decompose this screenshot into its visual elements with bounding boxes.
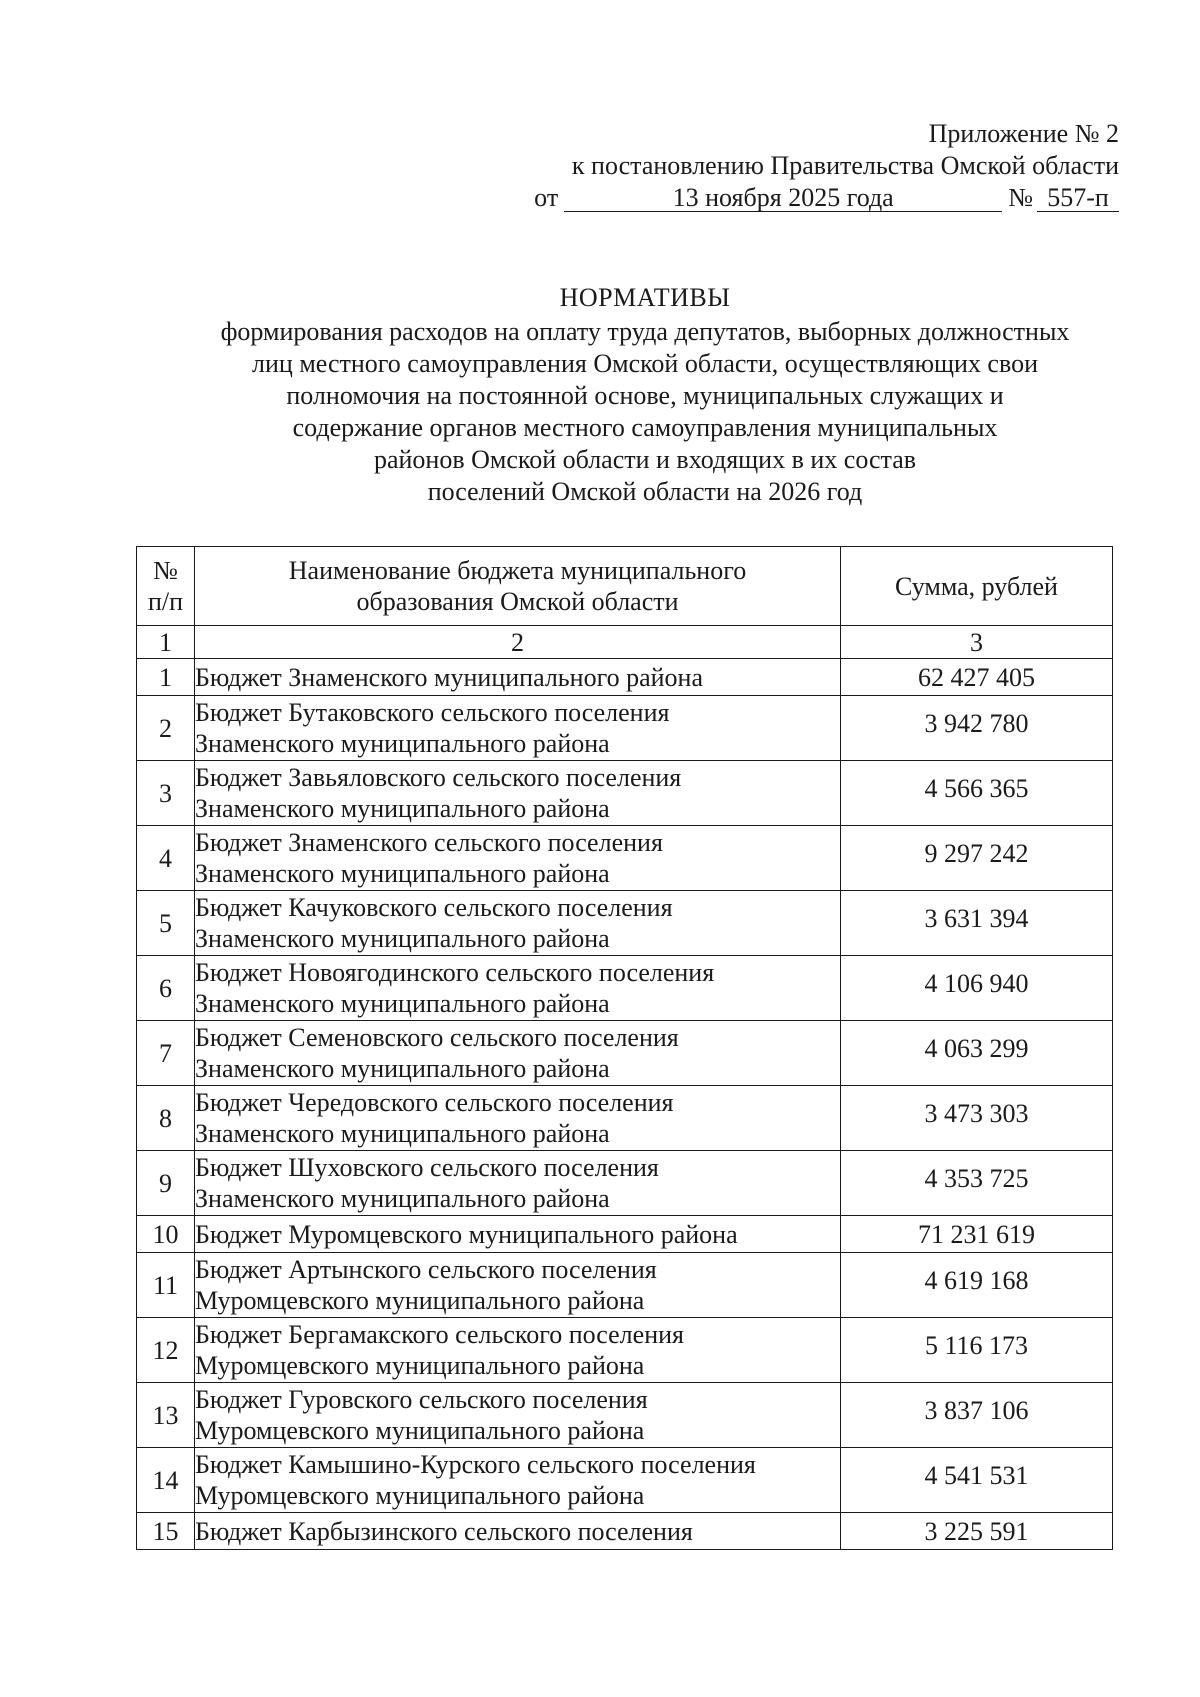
budget-amount <box>841 696 1113 761</box>
budget-name-line: Бюджет Бутаковского сельского поселения <box>195 698 670 727</box>
row-number: 2 <box>137 696 195 761</box>
budget-name-line: Бюджет Шуховского сельского поселения <box>195 1153 659 1182</box>
budget-name-line: Бюджет Знаменского муниципального района <box>195 662 704 692</box>
budget-name-line: Знаменского муниципального района <box>195 924 610 953</box>
budget-name-line: Бюджет Семеновского сельского поселения <box>195 1023 679 1052</box>
budget-name-line: Бюджет Камышино-Курского сельского поселения <box>195 1450 756 1479</box>
budget-name <box>195 1448 841 1513</box>
budget-table <box>136 546 1113 1550</box>
budget-amount <box>841 1086 1113 1151</box>
budget-name-line: Муромцевского муниципального района <box>195 1481 645 1510</box>
table-row <box>137 659 1113 696</box>
budget-name <box>195 956 841 1021</box>
budget-name <box>195 1151 841 1216</box>
budget-amount <box>841 761 1113 826</box>
table-row <box>137 956 1113 1021</box>
header-sum: Сумма, рублей <box>841 547 1113 626</box>
amount-value: 62 427 405 <box>918 662 1035 692</box>
budget-name-line: Бюджет Качуковского сельского поселения <box>195 893 673 922</box>
table-row <box>137 1021 1113 1086</box>
budget-name-line: Знаменского муниципального района <box>195 794 610 823</box>
budget-amount <box>841 1216 1113 1253</box>
row-number: 3 <box>137 761 195 826</box>
row-number: 15 <box>137 1513 195 1550</box>
row-number: 13 <box>137 1383 195 1448</box>
row-number: 7 <box>137 1021 195 1086</box>
row-number: 1 <box>137 659 195 696</box>
resolution-reference: к постановлению Правительства Омской области <box>571 151 1119 180</box>
table-row <box>137 761 1113 826</box>
budget-name-line: Бюджет Бергамакского сельского поселения <box>195 1320 684 1349</box>
resolution-number: 557-п <box>1037 185 1119 212</box>
row-number: 14 <box>137 1448 195 1513</box>
budget-name <box>195 826 841 891</box>
budget-amount <box>841 1383 1113 1448</box>
budget-name <box>195 1513 841 1550</box>
row-number: 8 <box>137 1086 195 1151</box>
resolution-date: 13 ноября 2025 года <box>564 185 1002 212</box>
column-index-row <box>137 626 1113 659</box>
budget-name <box>195 1383 841 1448</box>
number-label: № <box>1008 183 1033 212</box>
budget-amount <box>841 826 1113 891</box>
date-number-line <box>499 182 1119 214</box>
from-label: от <box>534 183 559 212</box>
budget-name-line: Бюджет Гуровского сельского поселения <box>195 1385 648 1414</box>
table-row <box>137 891 1113 956</box>
table-row <box>137 1253 1113 1318</box>
budget-amount <box>841 956 1113 1021</box>
budget-amount <box>841 1253 1113 1318</box>
appendix-header <box>499 118 1119 214</box>
amount-value: 9 297 242 <box>924 838 1029 868</box>
amount-value: 3 942 780 <box>924 708 1029 738</box>
amount-value: 4 541 531 <box>924 1460 1029 1490</box>
subtitle-line: формирования расходов на оплату труда депутатов, выборных должностных <box>220 317 1070 346</box>
column-index: 2 <box>195 626 841 659</box>
row-number: 5 <box>137 891 195 956</box>
amount-value: 3 225 591 <box>924 1516 1029 1546</box>
budget-name-line: Бюджет Знаменского сельского поселения <box>195 828 663 857</box>
budget-name-line: Бюджет Карбызинского сельского поселения <box>195 1516 693 1546</box>
column-index: 1 <box>137 626 195 659</box>
budget-name-line: Знаменского муниципального района <box>195 989 610 1018</box>
budget-name-line: Знаменского муниципального района <box>195 1054 610 1083</box>
subtitle-line: районов Омской области и входящих в их состав <box>373 445 917 474</box>
row-number: 9 <box>137 1151 195 1216</box>
table-row <box>137 1318 1113 1383</box>
budget-name <box>195 1253 841 1318</box>
budget-name <box>195 891 841 956</box>
column-index: 3 <box>841 626 1113 659</box>
budget-name-line: Бюджет Завьяловского сельского поселения <box>195 763 682 792</box>
table-body <box>137 659 1113 1550</box>
budget-name-line: Знаменского муниципального района <box>195 729 610 758</box>
row-number: 10 <box>137 1216 195 1253</box>
row-number: 4 <box>137 826 195 891</box>
table-row <box>137 1216 1113 1253</box>
amount-value: 71 231 619 <box>918 1219 1035 1249</box>
table-row <box>137 1151 1113 1216</box>
budget-name-line: Знаменского муниципального района <box>195 859 610 888</box>
table-row <box>137 826 1113 891</box>
budget-name <box>195 1318 841 1383</box>
budget-name <box>195 1086 841 1151</box>
amount-value: 4 566 365 <box>924 773 1029 803</box>
budget-name-line: Бюджет Новоягодинского сельского поселения <box>195 958 715 987</box>
budget-name-line: Муромцевского муниципального района <box>195 1351 645 1380</box>
budget-name <box>195 659 841 696</box>
budget-amount <box>841 1318 1113 1383</box>
row-number: 12 <box>137 1318 195 1383</box>
budget-name-line: Знаменского муниципального района <box>195 1184 610 1213</box>
table-row <box>137 1513 1113 1550</box>
header-num: № п/п <box>137 547 195 626</box>
budget-amount <box>841 1448 1113 1513</box>
budget-amount <box>841 891 1113 956</box>
subtitle-line: содержание органов местного самоуправления муниципальных <box>292 413 998 442</box>
amount-value: 3 473 303 <box>924 1098 1029 1128</box>
subtitle-line: полномочия на постоянной основе, муниципальных служащих и <box>286 381 1004 410</box>
budget-name <box>195 1021 841 1086</box>
amount-value: 4 353 725 <box>924 1163 1029 1193</box>
budget-amount <box>841 1021 1113 1086</box>
table-row <box>137 1086 1113 1151</box>
row-number: 6 <box>137 956 195 1021</box>
budget-amount <box>841 1513 1113 1550</box>
document-title-block <box>120 282 1170 508</box>
budget-name-line: Муромцевского муниципального района <box>195 1416 645 1445</box>
appendix-label: Приложение № 2 <box>928 119 1119 148</box>
document-subtitle <box>120 316 1170 508</box>
budget-name-line: Знаменского муниципального района <box>195 1119 610 1148</box>
table-header-row <box>137 547 1113 626</box>
amount-value: 4 063 299 <box>924 1033 1029 1063</box>
subtitle-line: лиц местного самоуправления Омской области, осуществляющих свои <box>252 349 1038 378</box>
amount-value: 4 106 940 <box>924 968 1029 998</box>
budget-name <box>195 1216 841 1253</box>
budget-name <box>195 761 841 826</box>
header-name: Наименование бюджета муниципального образования Омской области <box>195 547 841 626</box>
budget-name-line: Бюджет Чередовского сельского поселения <box>195 1088 674 1117</box>
amount-value: 3 837 106 <box>924 1395 1029 1425</box>
amount-value: 4 619 168 <box>924 1265 1029 1295</box>
budget-name <box>195 696 841 761</box>
table-row <box>137 1383 1113 1448</box>
amount-value: 5 116 173 <box>924 1330 1029 1360</box>
table-row <box>137 696 1113 761</box>
budget-name-line: Бюджет Муромцевского муниципального района <box>195 1219 738 1249</box>
subtitle-line: поселений Омской области на 2026 год <box>427 477 863 506</box>
document-title: НОРМАТИВЫ <box>559 283 731 312</box>
table-row <box>137 1448 1113 1513</box>
budget-amount <box>841 1151 1113 1216</box>
budget-name-line: Муромцевского муниципального района <box>195 1286 645 1315</box>
amount-value: 3 631 394 <box>924 903 1029 933</box>
budget-amount <box>841 659 1113 696</box>
budget-name-line: Бюджет Артынского сельского поселения <box>195 1255 657 1284</box>
row-number: 11 <box>137 1253 195 1318</box>
